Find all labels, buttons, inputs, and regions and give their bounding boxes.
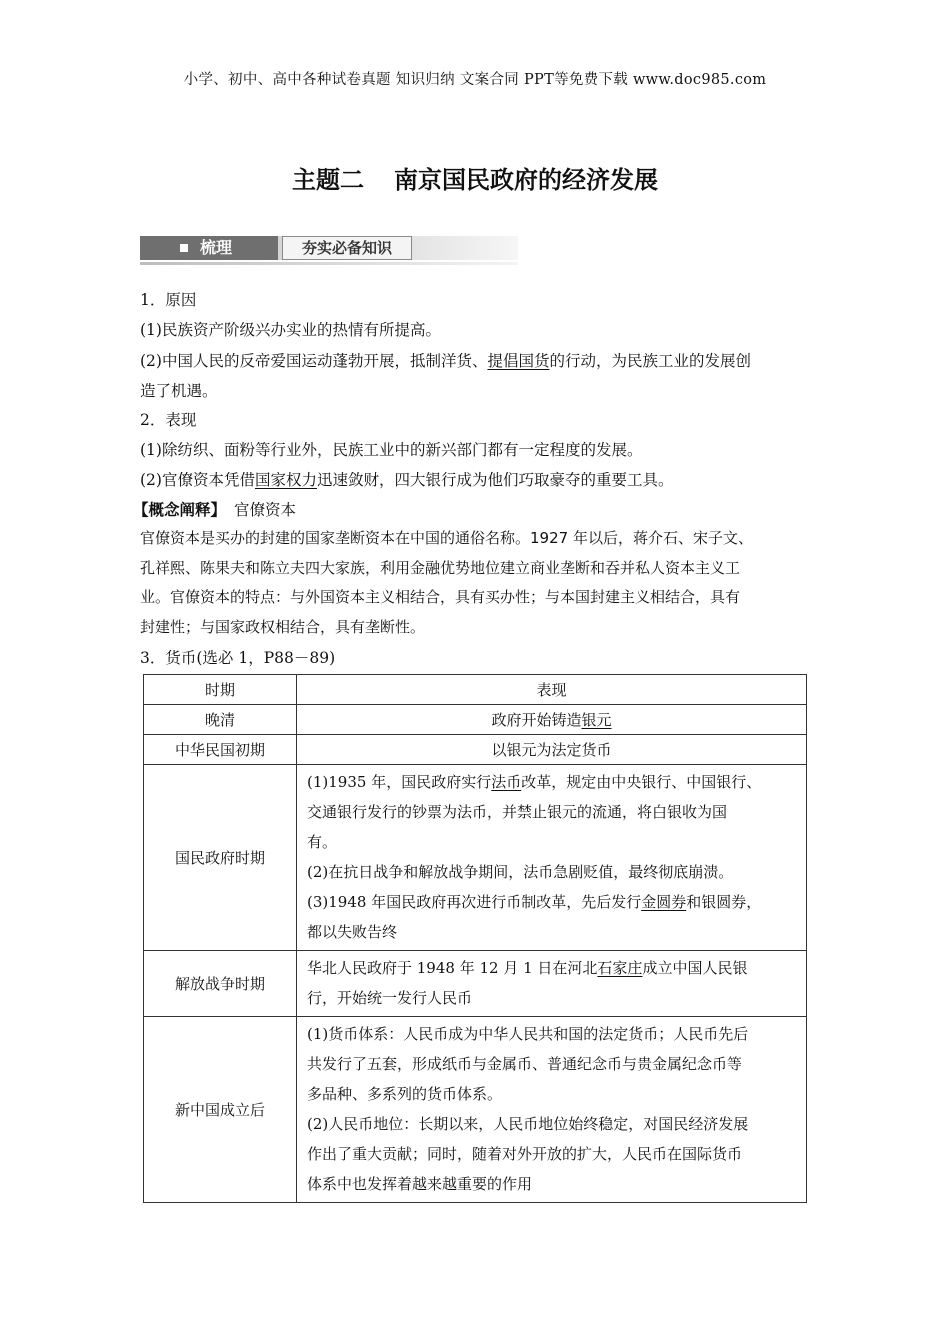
table-row: [144, 765, 807, 951]
currency-heading: 3．货币(选必 1，P88－89): [140, 649, 336, 667]
row-text: 华北人民政府于 1948 年 12 月 1 日在河北石家庄成立中国人民银 行，开始统一发行人民币: [297, 951, 807, 1017]
banner-label-box: [140, 236, 278, 260]
row-period: 中华民国初期: [144, 735, 297, 765]
table-row: [144, 951, 807, 1017]
header-performance: 表现: [297, 675, 807, 705]
table-row: [144, 735, 807, 765]
row-period: 新中国成立后: [144, 1017, 297, 1203]
concept-title: [133, 498, 296, 520]
header-period: 时期: [144, 675, 297, 705]
causes-item-1: (1)民族资产阶级兴办实业的热情有所提高。: [140, 321, 441, 339]
banner-label: 梳理: [200, 238, 233, 257]
page-title: [0, 160, 950, 195]
concept-line-4: 封建性；与国家政权相结合，具有垄断性。: [140, 618, 426, 636]
title-part1: 主题二: [292, 166, 364, 194]
banner-tag: 夯实必备知识: [282, 236, 412, 260]
concept-line-3: 业。官僚资本的特点：与外国资本主义相结合，具有买办性；与本国封建主义相结合，具有: [140, 588, 741, 606]
table-row: [144, 1017, 807, 1203]
square-bullet-icon: [180, 244, 188, 252]
underlined-answer: 国家权力: [254, 471, 317, 489]
underlined-answer: 提倡国货: [487, 352, 550, 370]
row-period: 晚清: [144, 705, 297, 735]
section-banner: [140, 233, 518, 267]
row-text: 政府开始铸造银元: [297, 705, 807, 735]
manifest-item-1: (1)除纺织、面粉等行业外，民族工业中的新兴部门都有一定程度的发展。: [140, 441, 643, 459]
table-header-row: [144, 675, 807, 705]
manifest-item-2: (2)官僚资本凭借国家权力迅速敛财，四大银行成为他们巧取豪夺的重要工具。: [140, 471, 674, 489]
causes-item-2-cont: 造了机遇。: [140, 382, 218, 400]
page-header: 小学、初中、高中各种试卷真题 知识归纳 文案合同 PPT等免费下载 www.doc985.com: [183, 72, 767, 88]
currency-table: [143, 674, 807, 1203]
row-period: 解放战争时期: [144, 951, 297, 1017]
concept-label: 【概念阐释】: [133, 501, 227, 519]
concept-term: 官僚资本: [234, 501, 297, 519]
row-text: (1)1935 年，国民政府实行法币改革，规定由中央银行、中国银行、 交通银行发行的钞票为法币，并禁止银元的流通，将白银收为国 有。 (2)在抗日战争和解放战争期间，法币急剧贬值，最终彻底崩溃。 (3)1948 年国民政府再次进行币制改革，先后发行金圆券和银圆券， 都以失败告终: [297, 765, 807, 951]
title-part2: 南京国民政府的经济发展: [394, 166, 658, 194]
causes-item-2: (2)中国人民的反帝爱国运动蓬勃开展，抵制洋货、提倡国货的行动，为民族工业的发展创: [140, 352, 751, 370]
row-text: 以银元为法定货币: [297, 735, 807, 765]
table-row: [144, 705, 807, 735]
concept-line-1: 官僚资本是买办的封建的国家垄断资本在中国的通俗名称。1927 年以后，蒋介石、宋子文、: [140, 529, 753, 547]
concept-line-2: 孔祥熙、陈果夫和陈立夫四大家族，利用金融优势地位建立商业垄断和吞并私人资本主义工: [140, 559, 741, 577]
manifest-heading: 2．表现: [140, 411, 197, 429]
row-text: (1)货币体系：人民币成为中华人民共和国的法定货币；人民币先后 共发行了五套，形成纸币与金属币、普通纪念币与贵金属纪念币等 多品种、多系列的货币体系。 (2)人民币地位：长期以来，人民币地位始终稳定，对国民经济发展 作出了重大贡献；同时，随着对外开放的扩大，人民币在国际货币 体系中也发挥着越来越重要的作用: [297, 1017, 807, 1203]
causes-heading: 1．原因: [140, 291, 197, 309]
row-period: 国民政府时期: [144, 765, 297, 951]
